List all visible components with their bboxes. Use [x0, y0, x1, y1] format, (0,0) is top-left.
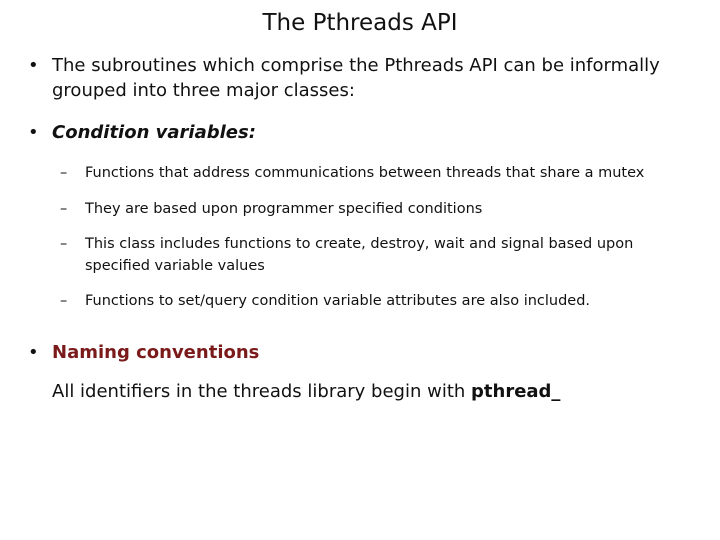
bullet-marker: • — [28, 122, 39, 143]
slide-title: The Pthreads API — [262, 10, 458, 36]
bullet-intro-text: The subroutines which comprise the Pthreads API can be informally grouped into three major classes: — [52, 55, 660, 101]
bullet-marker: • — [28, 55, 39, 76]
sub-item-text: This class includes functions to create, destroy, wait and signal based upon specified variable values — [85, 236, 634, 274]
sub-item-conditions — [60, 198, 680, 220]
naming-prefix-code: pthread_ — [471, 381, 561, 402]
naming-note-text: All identifiers in the threads library begin with — [52, 381, 472, 402]
naming-note — [52, 379, 692, 404]
bullet-condition-variables-text: Condition variables: — [52, 122, 256, 143]
bullet-condition-variables — [28, 120, 688, 145]
sub-item-text: Functions that address communications between threads that share a mutex — [85, 165, 645, 181]
dash-marker: – — [60, 165, 68, 181]
sub-item-communications — [60, 162, 680, 184]
sub-item-text: Functions to set/query condition variable attributes are also included. — [85, 293, 591, 309]
bullet-intro — [28, 53, 688, 103]
dash-marker: – — [60, 236, 68, 252]
bullet-naming-conventions-text: Naming conventions — [52, 342, 260, 363]
dash-marker: – — [60, 201, 68, 217]
bullet-marker: • — [28, 342, 39, 363]
sub-item-functions — [60, 233, 680, 277]
bullet-naming-conventions — [28, 340, 688, 365]
dash-marker: – — [60, 293, 68, 309]
sub-item-attributes — [60, 290, 680, 312]
sub-item-text: They are based upon programmer specified conditions — [85, 201, 483, 217]
